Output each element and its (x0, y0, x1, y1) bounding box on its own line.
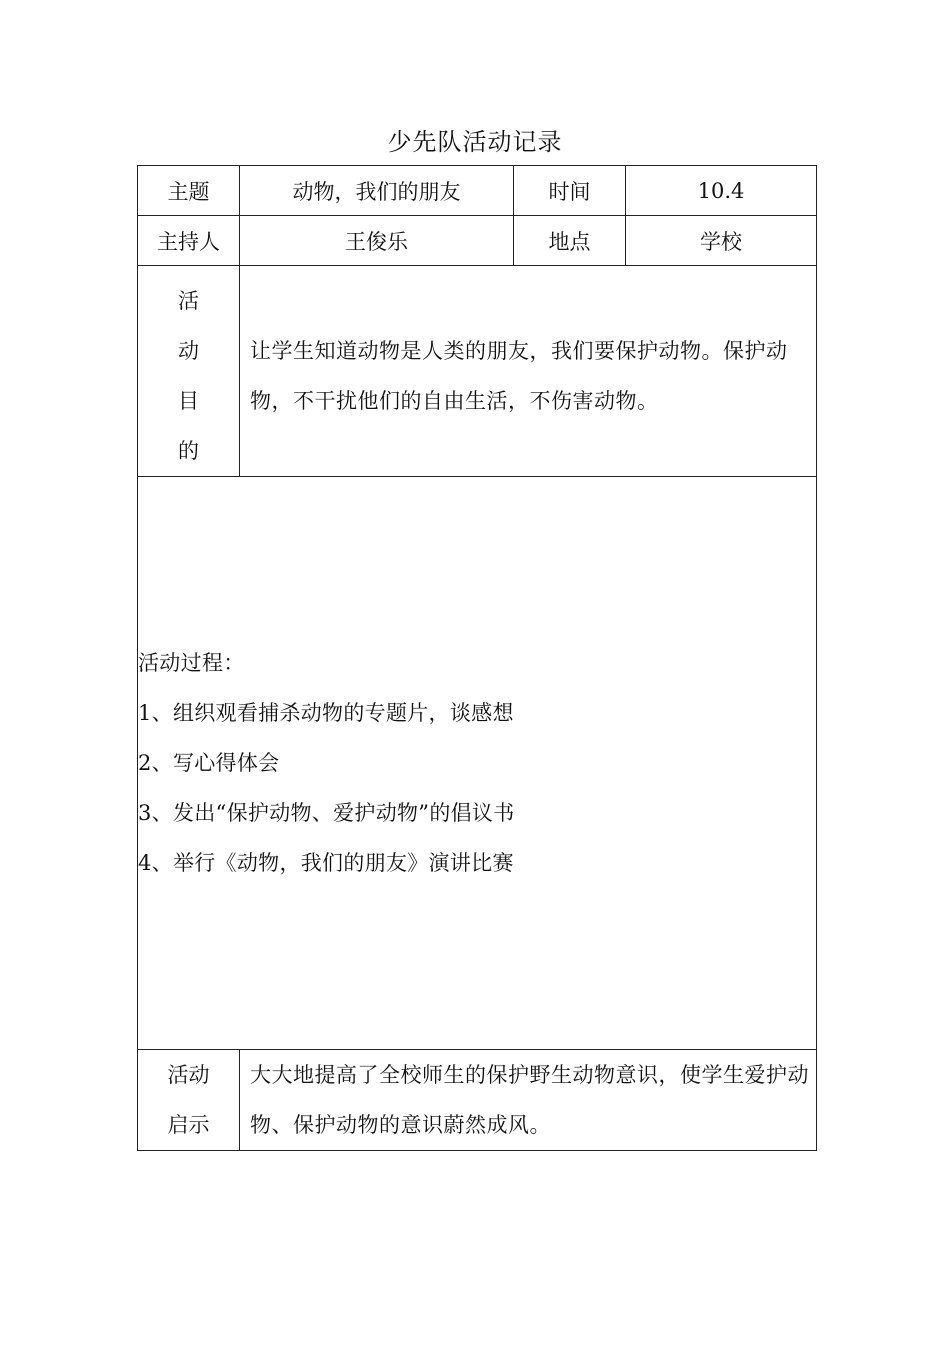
process-cell (138, 477, 817, 1050)
place-label: 地点 (514, 216, 626, 266)
host-row (138, 216, 817, 266)
insight-row (138, 1050, 817, 1151)
process-heading: 活动过程： (138, 651, 245, 675)
purpose-text: 让学生知道动物是人类的朋友，我们要保护动物。保护动物，不干扰他们的自由生活，不伤害动物。 (240, 266, 817, 477)
place-value: 学校 (626, 216, 817, 266)
insight-label-line: 启示 (167, 1113, 210, 1137)
host-label: 主持人 (138, 216, 240, 266)
theme-label: 主题 (138, 166, 240, 216)
time-value: 10.4 (626, 166, 817, 216)
host-value: 王俊乐 (240, 216, 514, 266)
theme-value: 动物，我们的朋友 (240, 166, 514, 216)
insight-text: 大大地提高了全校师生的保护野生动物意识，使学生爱护动物、保护动物的意识蔚然成风。 (240, 1050, 817, 1151)
purpose-label-char: 目 (178, 389, 199, 413)
purpose-label (138, 266, 240, 477)
process-step: 4、举行《动物，我们的朋友》演讲比赛 (138, 851, 514, 875)
purpose-label-char: 活 (178, 289, 199, 313)
purpose-row (138, 266, 817, 477)
process-step: 3、发出“保护动物、爱护动物”的倡议书 (138, 801, 515, 825)
insight-label (138, 1050, 240, 1151)
activity-record-table (137, 165, 817, 1151)
purpose-label-char: 的 (178, 439, 199, 463)
process-step: 2、写心得体会 (138, 751, 280, 775)
time-label: 时间 (514, 166, 626, 216)
insight-label-line: 活动 (167, 1063, 210, 1087)
process-step: 1、组织观看捕杀动物的专题片，谈感想 (138, 701, 514, 725)
process-row (138, 477, 817, 1050)
purpose-label-char: 动 (178, 339, 199, 363)
theme-row (138, 166, 817, 216)
page-title: 少先队活动记录 (387, 128, 563, 156)
